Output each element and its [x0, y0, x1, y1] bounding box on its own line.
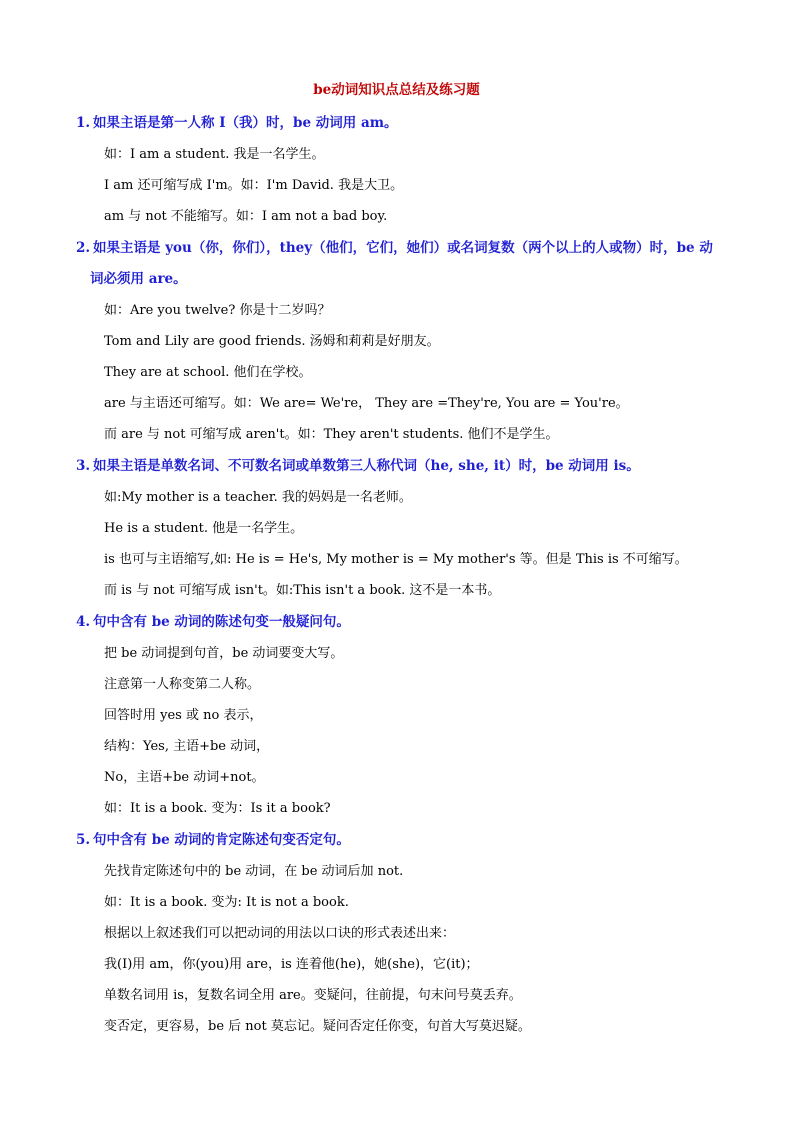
section-3-line-2: He is a student. 他是一名学生。	[104, 521, 304, 536]
section-number: 1.	[76, 115, 91, 131]
section-3-line-1: 如:My mother is a teacher. 我的妈妈是一名老师。	[104, 490, 412, 505]
section-4-line-1: 把 be 动词提到句首，be 动词要变大写。	[104, 646, 344, 661]
section-number: 4.	[76, 614, 91, 630]
section-number: 5.	[76, 832, 91, 848]
section-heading-continuation: 词必须用 are。	[90, 271, 187, 287]
section-number: 3.	[76, 458, 91, 474]
section-4-line-2: 注意第一人称变第二人称。	[104, 677, 261, 692]
section-4-heading	[76, 612, 736, 632]
section-5-line-4: 我(I)用 am，你(you)用 are，is 连着他(he)，她(she)，它(it)；	[104, 957, 479, 972]
section-5-line-5: 单数名词用 is，复数名词全用 are。变疑问，往前提，句末问号莫丢弃。	[104, 988, 522, 1003]
section-5-line-2: 如：It is a book. 变为: It is not a book.	[104, 895, 349, 910]
section-3-heading	[76, 456, 736, 476]
document-title: be动词知识点总结及练习题	[313, 82, 480, 98]
section-5-line-6: 变否定，更容易，be 后 not 莫忘记。疑问否定任你变，句首大写莫迟疑。	[104, 1019, 531, 1034]
section-3-line-4: 而 is 与 not 可缩写成 isn't。如:This isn't a book. 这不是一本书。	[104, 583, 501, 598]
section-3-line-3: is 也可与主语缩写,如: He is = He's, My mother is = My mother's 等。但是 This is 不可缩写。	[104, 552, 688, 567]
section-2-line-3: They are at school. 他们在学校。	[104, 365, 312, 380]
section-heading-text: 如果主语是 you（你，你们），they（他们，它们，她们）或名词复数（两个以上的人或物）时，be 动	[93, 240, 713, 256]
section-5-heading	[76, 830, 736, 850]
section-2-line-4: are 与主语还可缩写。如：We are= We're， They are =They're, You are = You're。	[104, 396, 629, 411]
section-4-line-3: 回答时用 yes 或 no 表示，	[104, 708, 263, 723]
section-heading-text: 句中含有 be 动词的陈述句变一般疑问句。	[93, 614, 350, 630]
section-5-line-3: 根据以上叙述我们可以把动词的用法以口诀的形式表述出来：	[104, 926, 456, 941]
section-4-line-5: No，主语+be 动词+not。	[104, 770, 265, 785]
section-2-heading	[76, 238, 736, 289]
section-1-line-3: am 与 not 不能缩写。如：I am not a bad boy.	[104, 209, 388, 224]
section-heading-text: 句中含有 be 动词的肯定陈述句变否定句。	[93, 832, 350, 848]
section-number: 2.	[76, 240, 91, 256]
section-1-line-2: I am 还可缩写成 I'm。如：I'm David. 我是大卫。	[104, 178, 404, 193]
section-heading-text: 如果主语是单数名词、不可数名词或单数第三人称代词（he, she, it）时，be 动词用 is。	[93, 458, 640, 474]
section-2-line-1: 如：Are you twelve? 你是十二岁吗？	[104, 303, 331, 318]
section-1-line-1: 如：I am a student. 我是一名学生。	[104, 147, 325, 162]
section-heading-text: 如果主语是第一人称 I（我）时，be 动词用 am。	[93, 115, 398, 131]
section-4-line-6: 如：It is a book. 变为：Is it a book?	[104, 801, 331, 816]
section-2-line-5: 而 are 与 not 可缩写成 aren't。如：They aren't students. 他们不是学生。	[104, 427, 559, 442]
section-1-heading	[76, 113, 736, 133]
section-5-line-1: 先找肯定陈述句中的 be 动词，在 be 动词后加 not.	[104, 864, 404, 879]
section-2-line-2: Tom and Lily are good friends. 汤姆和莉莉是好朋友。	[104, 334, 440, 349]
section-4-line-4: 结构：Yes, 主语+be 动词，	[104, 739, 270, 754]
